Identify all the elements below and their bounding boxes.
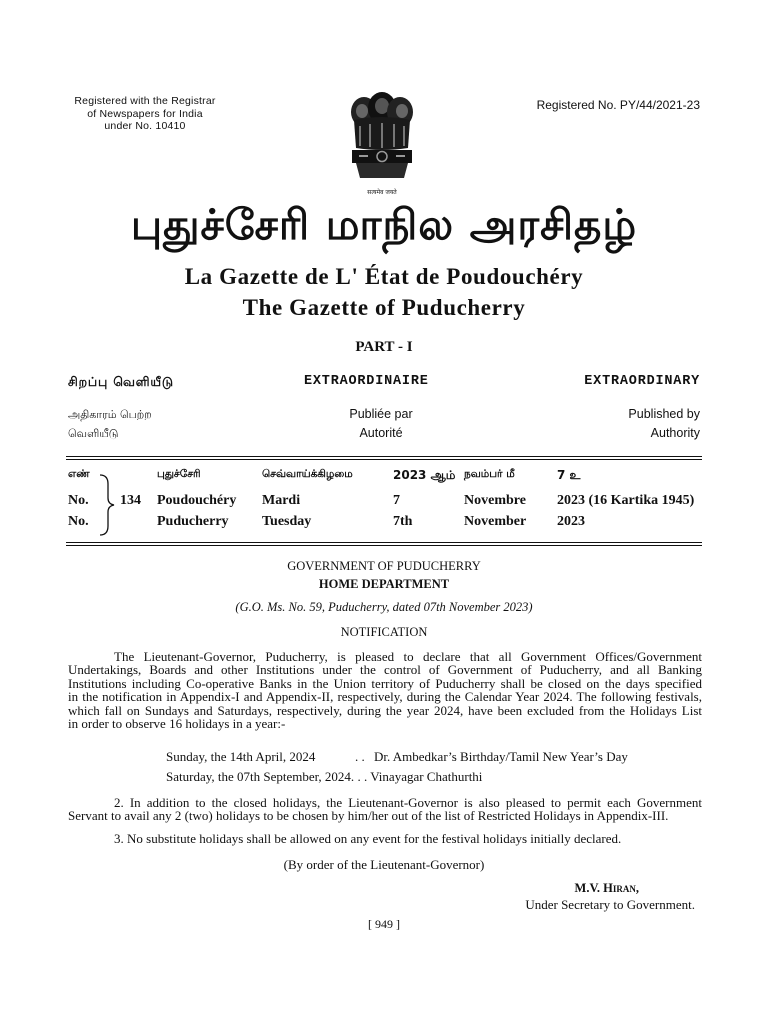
holiday-row [166,749,315,765]
notification-heading: NOTIFICATION [340,625,428,639]
place-english: Puducherry [157,514,229,529]
paragraph-2 [68,796,702,823]
paragraph-3 [68,832,702,845]
gazette-title-french: La Gazette de L' État de Poudouchéry [184,264,584,289]
place-tamil: புதுச்சேரி [157,468,201,480]
date-tamil: 2023 ஆம் [393,468,456,482]
signatory-title: Under Secretary to Government. [525,897,695,912]
holiday-separator: . . [355,749,365,764]
holiday-name: Vinayagar Chathurthi [370,769,483,784]
part-label: PART - I [355,339,413,355]
text-line: The Lieutenant-Governor, Puducherry, is pleased to declare that all Government Offices/Government [114,649,702,664]
no-label: No. [68,493,89,508]
published-line: Published by [628,407,700,421]
edition-french: EXTRAORDINAIRE [304,374,429,389]
published-line: Autorité [359,426,403,440]
issue-number: 134 [120,493,141,508]
holiday-separator: . . [357,769,368,784]
gazette-title-english: The Gazette of Puducherry [242,295,526,320]
holiday-date: Saturday, the 07th September, 2024. [166,769,355,784]
text-line: 2. In addition to the closed holidays, the Lieutenant-Governor is also pleased to permit each Government [114,795,702,810]
text-line: Institutions including Co-operative Banks in the Union territory of Puducherry shall be closed on the days specified [68,675,702,691]
page-number: [ 949 ] [368,917,400,931]
signatory-name: M.V. Hiran, [574,881,639,895]
national-emblem [346,90,418,194]
published-line: வெளியீடு [68,427,119,440]
gazette-title-tamil: புதுச்சேரி மாநில அரசிதழ் [130,200,638,249]
government-heading: GOVERNMENT OF PUDUCHERRY [287,559,481,573]
year-tamil: 7 உ [557,468,581,482]
text-line: which fall on Sundays and Saturdays, respectively, during the year 2024, have been excluded from the Holidays List [68,702,702,718]
day-french: Mardi [262,493,301,508]
rule [66,542,702,543]
by-order: (By order of the Lieutenant-Governor) [283,857,485,872]
emblem-motto: सत्यमेव जयते [367,189,397,196]
registration-number: Registered No. PY/44/2021-23 [536,98,700,112]
published-line: Authority [650,426,700,440]
no-label: No. [68,514,89,529]
text-line: 3. No substitute holidays shall be allowed on any event for the festival holidays initially declared. [114,831,622,846]
holiday-name: Dr. Ambedkar’s Birthday/Tamil New Year’s Day [374,749,628,764]
date-french: 7 [393,493,400,508]
edition-tamil: சிறப்பு வெளியீடு [68,374,174,389]
brace-icon [98,474,116,536]
text-line: Servant to avail any 2 (two) holidays to be chosen by him/her out of the list of Restricted Holidays in Appendix-III. [68,808,669,824]
year-french: 2023 (16 Kartika 1945) [557,493,695,508]
registration-left [60,95,230,133]
dateline [68,468,702,536]
rule [66,459,702,460]
month-english: November [464,514,527,529]
month-french: Novembre [464,493,526,508]
no-label-tamil: எண் [68,468,90,480]
rule [66,456,702,457]
day-english: Tuesday [262,514,312,529]
date-english: 7th [393,514,413,529]
paragraph-1 [68,650,702,730]
text-line: Undertakings, Boards and other Institutions under the control of Government of Puducherry, and all Banking [68,662,702,678]
lion-capital-icon [346,90,418,182]
go-reference: (G.O. Ms. No. 59, Puducherry, dated 07th November 2023) [235,600,533,614]
published-tamil [68,405,152,443]
place-french: Poudouchéry [157,493,237,508]
published-french [322,405,440,443]
published-english [628,405,700,443]
registration-line: Registered with the Registrar [74,95,216,107]
holiday-row [166,769,482,785]
year-english: 2023 [557,514,585,529]
text-line: in the notification in Appendix-I and Appendix-II, respectively, during the Calendar Year 2024. The following festivals, [68,689,702,705]
registration-line: under No. 10410 [104,120,186,132]
holiday-date: Sunday, the 14th April, 2024 [166,749,316,764]
registration-line: of Newspapers for India [87,107,203,120]
rule [66,545,702,546]
published-line: அதிகாரம் பெற்ற [68,408,152,421]
day-tamil: செவ்வாய்க்கிழமை [262,468,353,480]
department-heading: HOME DEPARTMENT [318,577,450,591]
month-tamil: நவம்பர் மீ [464,468,515,480]
text-line: in order to observe 16 holidays in a year:- [68,716,286,732]
edition-english: EXTRAORDINARY [584,374,700,389]
published-line: Publiée par [349,407,413,421]
